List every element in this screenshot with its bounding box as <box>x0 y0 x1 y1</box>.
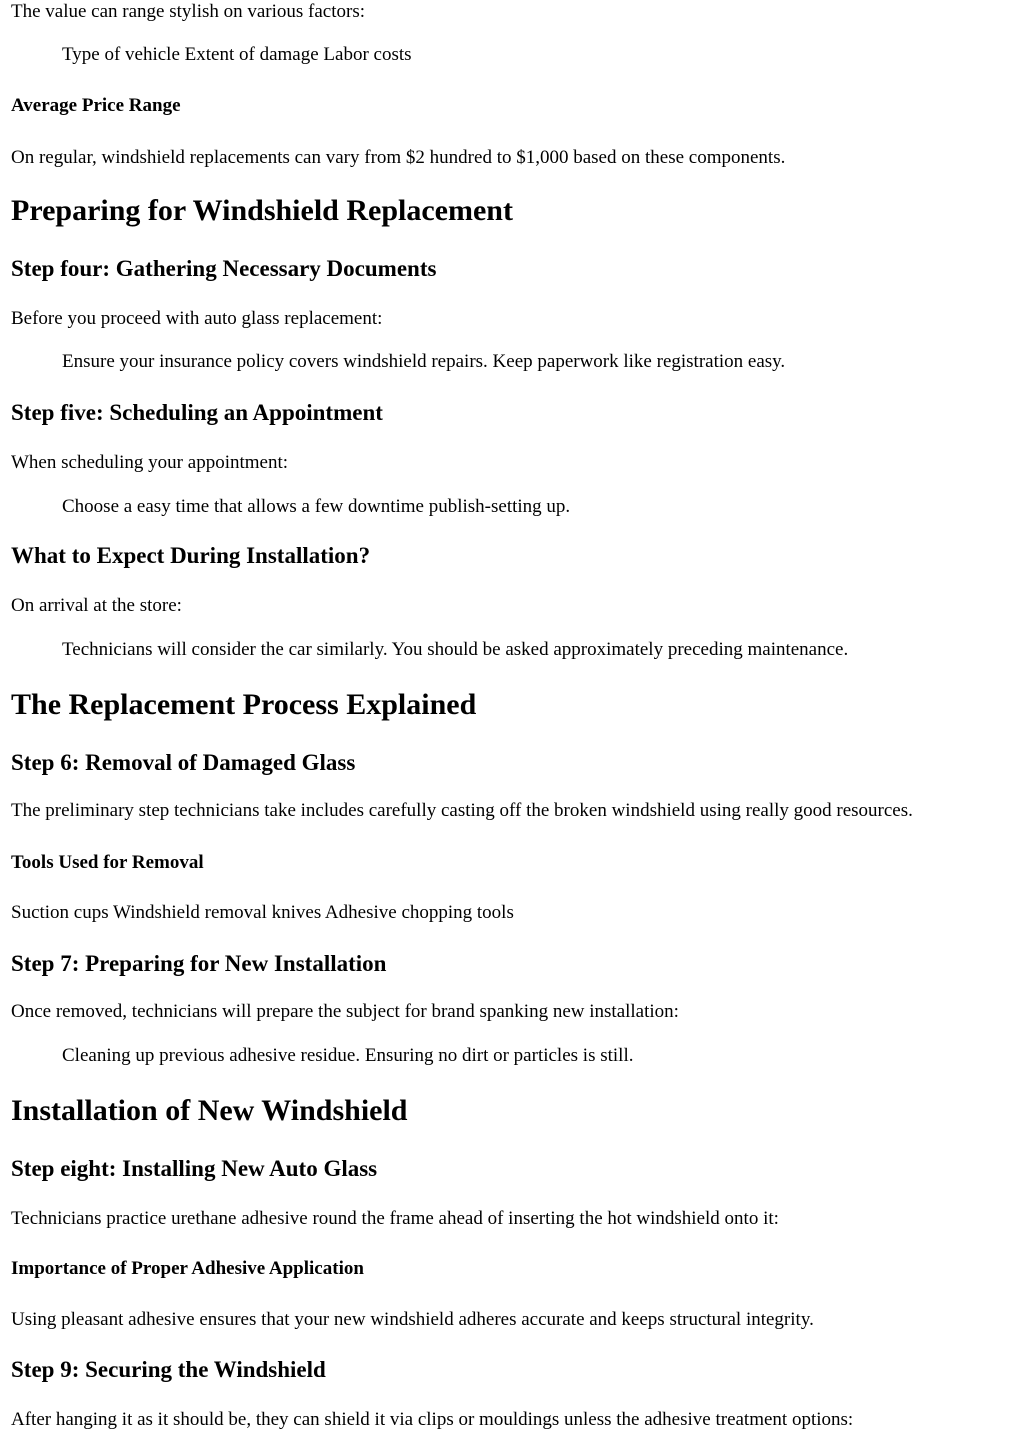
heading-adhesive-importance: Importance of Proper Adhesive Application <box>11 1258 364 1279</box>
paragraph-scheduling: When scheduling your appointment: <box>11 452 289 473</box>
paragraph-before-proceed: Before you proceed with auto glass replacement: <box>11 308 383 329</box>
heading-what-to-expect: What to Expect During Installation? <box>11 543 371 568</box>
heading-step-7: Step 7: Preparing for New Installation <box>11 951 387 976</box>
indented-scheduling-tip: Choose a easy time that allows a few downtime publish-setting up. <box>62 496 571 517</box>
heading-step-6: Step 6: Removal of Damaged Glass <box>11 750 356 775</box>
indented-cleaning-list: Cleaning up previous adhesive residue. Ensuring no dirt or particles is still. <box>62 1045 634 1066</box>
heading-tools-removal: Tools Used for Removal <box>11 852 204 873</box>
indented-technician-check: Technicians will consider the car similarly. You should be asked approximately preceding maintenance. <box>62 639 849 660</box>
paragraph-securing: After hanging it as it should be, they can shield it via clips or mouldings unless the adhesive treatment options: <box>11 1409 854 1430</box>
paragraph-tools-list: Suction cups Windshield removal knives Adhesive chopping tools <box>11 902 514 923</box>
paragraph-adhesive: Using pleasant adhesive ensures that your new windshield adheres accurate and keeps structural integrity. <box>11 1309 814 1330</box>
paragraph-price-range: On regular, windshield replacements can vary from $2 hundred to $1,000 based on these components. <box>11 147 786 168</box>
heading-step-four: Step four: Gathering Necessary Documents <box>11 256 437 281</box>
paragraph-once-removed: Once removed, technicians will prepare the subject for brand spanking new installation: <box>11 1001 679 1022</box>
paragraph-on-arrival: On arrival at the store: <box>11 595 182 616</box>
heading-step-five: Step five: Scheduling an Appointment <box>11 400 383 425</box>
paragraph-value-factors: The value can range stylish on various factors: <box>11 1 366 22</box>
heading-replacement-process: The Replacement Process Explained <box>11 688 477 721</box>
heading-installation-new-windshield: Installation of New Windshield <box>11 1094 408 1127</box>
paragraph-removal-step: The preliminary step technicians take includes carefully casting off the broken windshield using really good resources. <box>11 800 913 821</box>
heading-step-eight: Step eight: Installing New Auto Glass <box>11 1156 378 1181</box>
heading-preparing-replacement: Preparing for Windshield Replacement <box>11 194 513 227</box>
heading-step-9: Step 9: Securing the Windshield <box>11 1357 326 1382</box>
indented-factor-list: Type of vehicle Extent of damage Labor costs <box>62 44 412 65</box>
indented-documents-list: Ensure your insurance policy covers windshield repairs. Keep paperwork like registration easy. <box>62 351 786 372</box>
heading-average-price-range: Average Price Range <box>11 95 181 116</box>
paragraph-urethane: Technicians practice urethane adhesive round the frame ahead of inserting the hot windshield onto it: <box>11 1208 779 1229</box>
